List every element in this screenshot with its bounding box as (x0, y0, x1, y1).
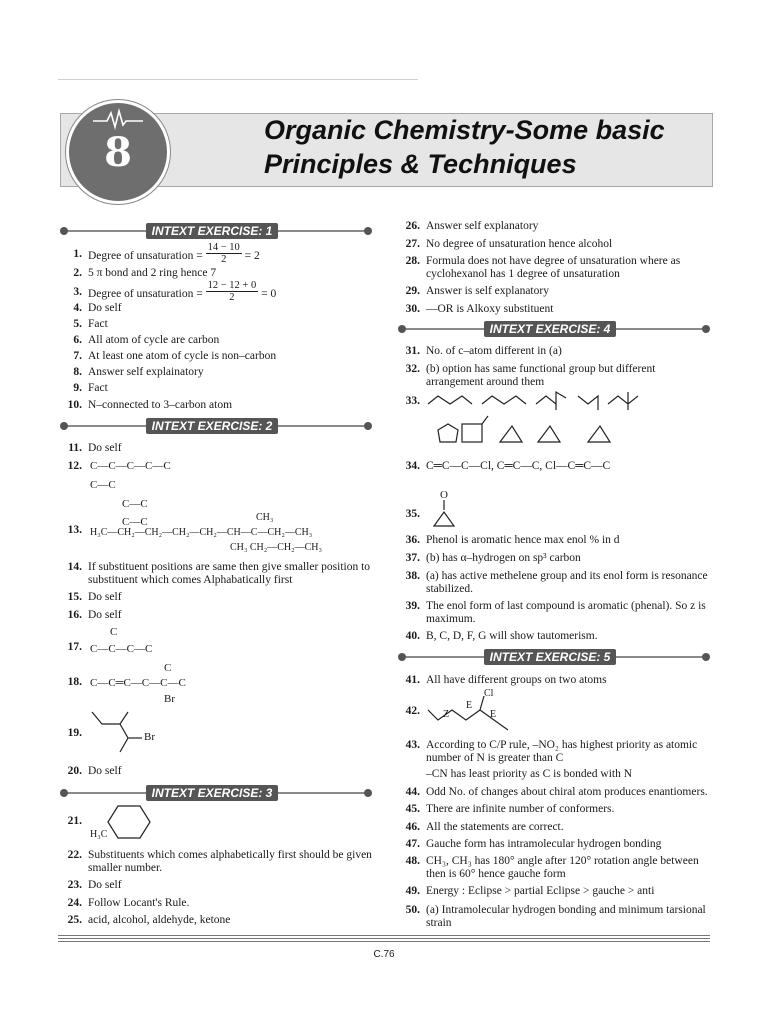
structure-13: CH₃ H₃C—CH₂—CH₂—CH₂—CH₂—CH—C—CH₂—CH₃ CH₃ CH₂—CH₂—CH₃ (90, 512, 323, 553)
structure-21-h3c: H₃C (90, 829, 108, 840)
exercise-title: INTEXT EXERCISE: 5 (484, 649, 616, 665)
chapter-number: 8 (104, 129, 132, 176)
chapter-badge (66, 100, 170, 204)
structure-33-isomers (428, 390, 648, 470)
structure-42-e1: E (466, 700, 473, 711)
exercise-title: INTEXT EXERCISE: 2 (146, 418, 278, 434)
exercise-title: INTEXT EXERCISE: 4 (484, 321, 616, 337)
structure-17: C C—C—C—C (90, 626, 153, 655)
footer-rule-3 (58, 941, 710, 942)
structure-19-skeletal (90, 710, 170, 760)
exercise-header-2 (60, 419, 372, 433)
footer-rule-1 (58, 935, 710, 936)
structure-35-o: O (440, 489, 448, 501)
structure-12: C—C—C—C—C C—C C—C C—C (90, 460, 171, 528)
exercise-header-5 (398, 650, 710, 664)
chapter-title-line1: Organic Chemistry-Some basic (264, 115, 665, 145)
exercise-header-1 (60, 224, 372, 238)
exercise-header-4 (398, 322, 710, 336)
exercise-title: INTEXT EXERCISE: 1 (146, 223, 278, 239)
structure-21-cyclohexane (100, 804, 160, 850)
structure-18: C C—C═C—C—C—C Br (90, 662, 186, 705)
chapter-title-line2: Principles & Techniques (264, 149, 577, 179)
heartbeat-icon (93, 109, 143, 131)
exercise-header-3 (60, 786, 372, 800)
top-rule (58, 79, 418, 80)
page-number: C.76 (373, 949, 395, 960)
structure-42-z: Z (443, 709, 450, 720)
exercise-title: INTEXT EXERCISE: 3 (146, 785, 278, 801)
structure-42-e2: E (490, 709, 497, 720)
footer-rule-2 (58, 938, 710, 939)
structure-19-br: Br (144, 731, 155, 743)
structure-35-cyclopropanone (428, 500, 468, 534)
structure-42-cl: Cl (484, 688, 494, 699)
